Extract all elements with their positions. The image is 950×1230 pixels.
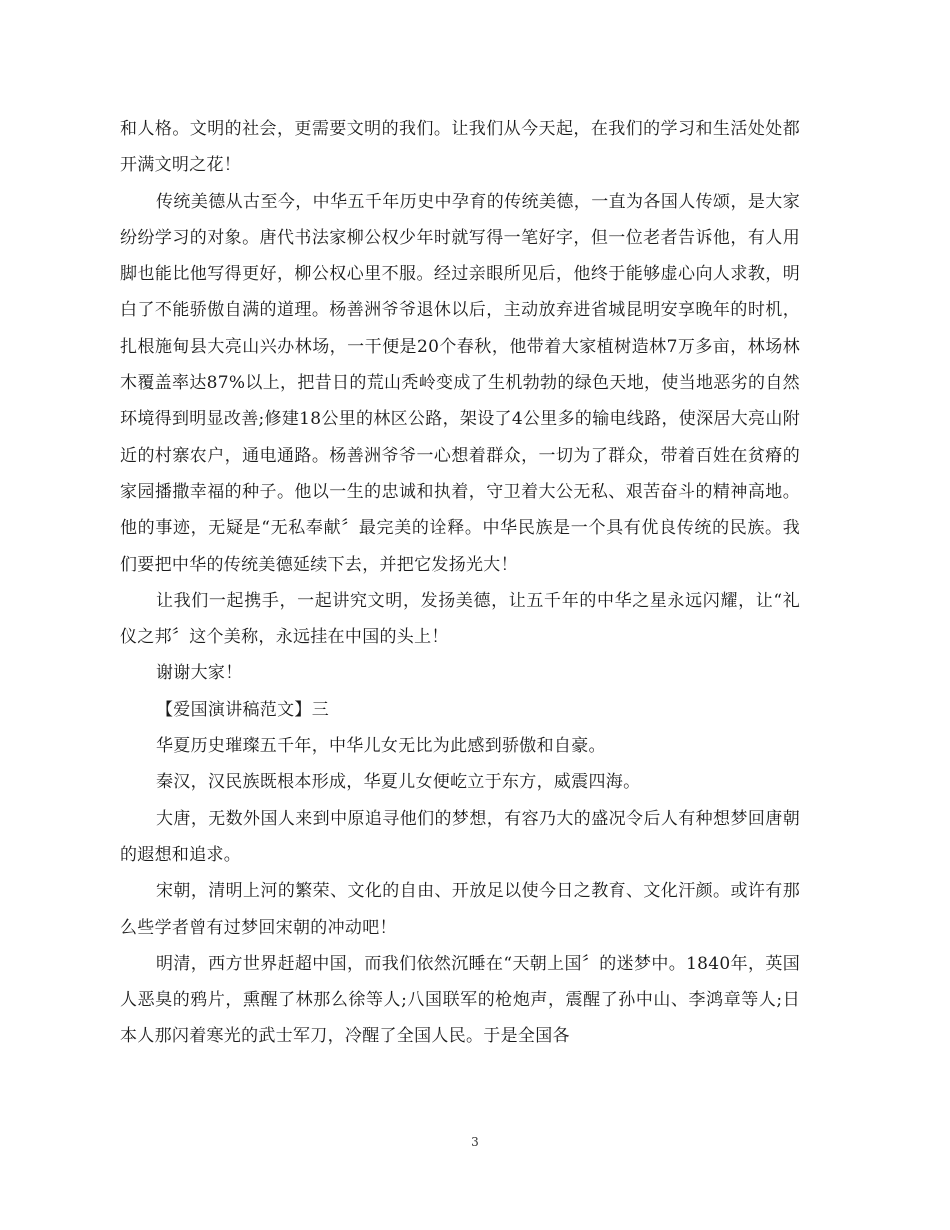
paragraph-1: 和人格。文明的社会，更需要文明的我们。让我们从今天起，在我们的学习和生活处处都开满文明之花！	[120, 119, 800, 176]
paragraph-10: 明清，西方世界赶超中国，而我们依然沉睡在“天朝上国〞的迷梦中。1840年，英国人恶臭的鸦片，熏醒了林那么徐等人;八国联军的枪炮声，震醒了孙中山、李鸿章等人;日本人那闪着寒光的武士军刀，冷醒了全国人民。于是全国各	[120, 953, 800, 1047]
paragraph-3: 让我们一起携手，一起讲究文明，发扬美德，让五千年的中华之星永远闪耀，让“礼仪之邦〞这个美称，永远挂在中国的头上！	[120, 590, 800, 648]
section-heading: 【爱国演讲稿范文】三	[156, 699, 329, 720]
paragraph-4: 谢谢大家！	[156, 663, 243, 684]
paragraph-2: 传统美德从古至今，中华五千年历史中孕育的传统美德，一直为各国人传颂，是大家纷纷学习的对象。唐代书法家柳公权少年时就写得一笔好字，但一位老者告诉他，有人用脚也能比他写得更好，柳公权心里不服。经过亲眼所见后，他终于能够虚心向人求教，明白了不能骄傲自满的道理。杨善洲爷爷退休以后，主动放弃进省城昆明安享晚年的时机，扎根施甸县大亮山兴办林场，一干便是20个春秋，他带着大家植树造林7万多亩，林场林木覆盖率达87%以上，把昔日的荒山秃岭变成了生机勃勃的绿色天地，使当地恶劣的自然环境得到明显改善;修建18公里的林区公路，架设了4公里多的输电线路，使深居大亮山附近的村寨农户，通电通路。杨善洲爷爷一心想着群众，一切为了群众，带着百姓在贫瘠的家园播撒幸福的种子。他以一生的忠诚和执着，守卫着大公无私、艰苦奋斗的精神高地。他的事迹，无疑是“无私奉献〞最完美的诠释。中华民族是一个具有优良传统的民族。我们要把中华的传统美德延续下去，并把它发扬光大！	[120, 191, 800, 575]
paragraph-8: 大唐，无数外国人来到中原追寻他们的梦想，有容乃大的盛况令后人有种想梦回唐朝的遐想和追求。	[120, 808, 800, 865]
paragraph-7: 秦汉，汉民族既根本形成，华夏儿女便屹立于东方，威震四海。	[156, 772, 641, 793]
page-number: 3	[471, 1135, 479, 1149]
paragraph-9: 宋朝，清明上河的繁荣、文化的自由、开放足以使今日之教育、文化汗颜。或许有那么些学者曾有过梦回宋朝的冲动吧！	[120, 881, 800, 938]
document-body	[120, 111, 800, 1055]
paragraph-6: 华夏历史璀璨五千年，中华儿女无比为此感到骄傲和自豪。	[156, 736, 606, 757]
